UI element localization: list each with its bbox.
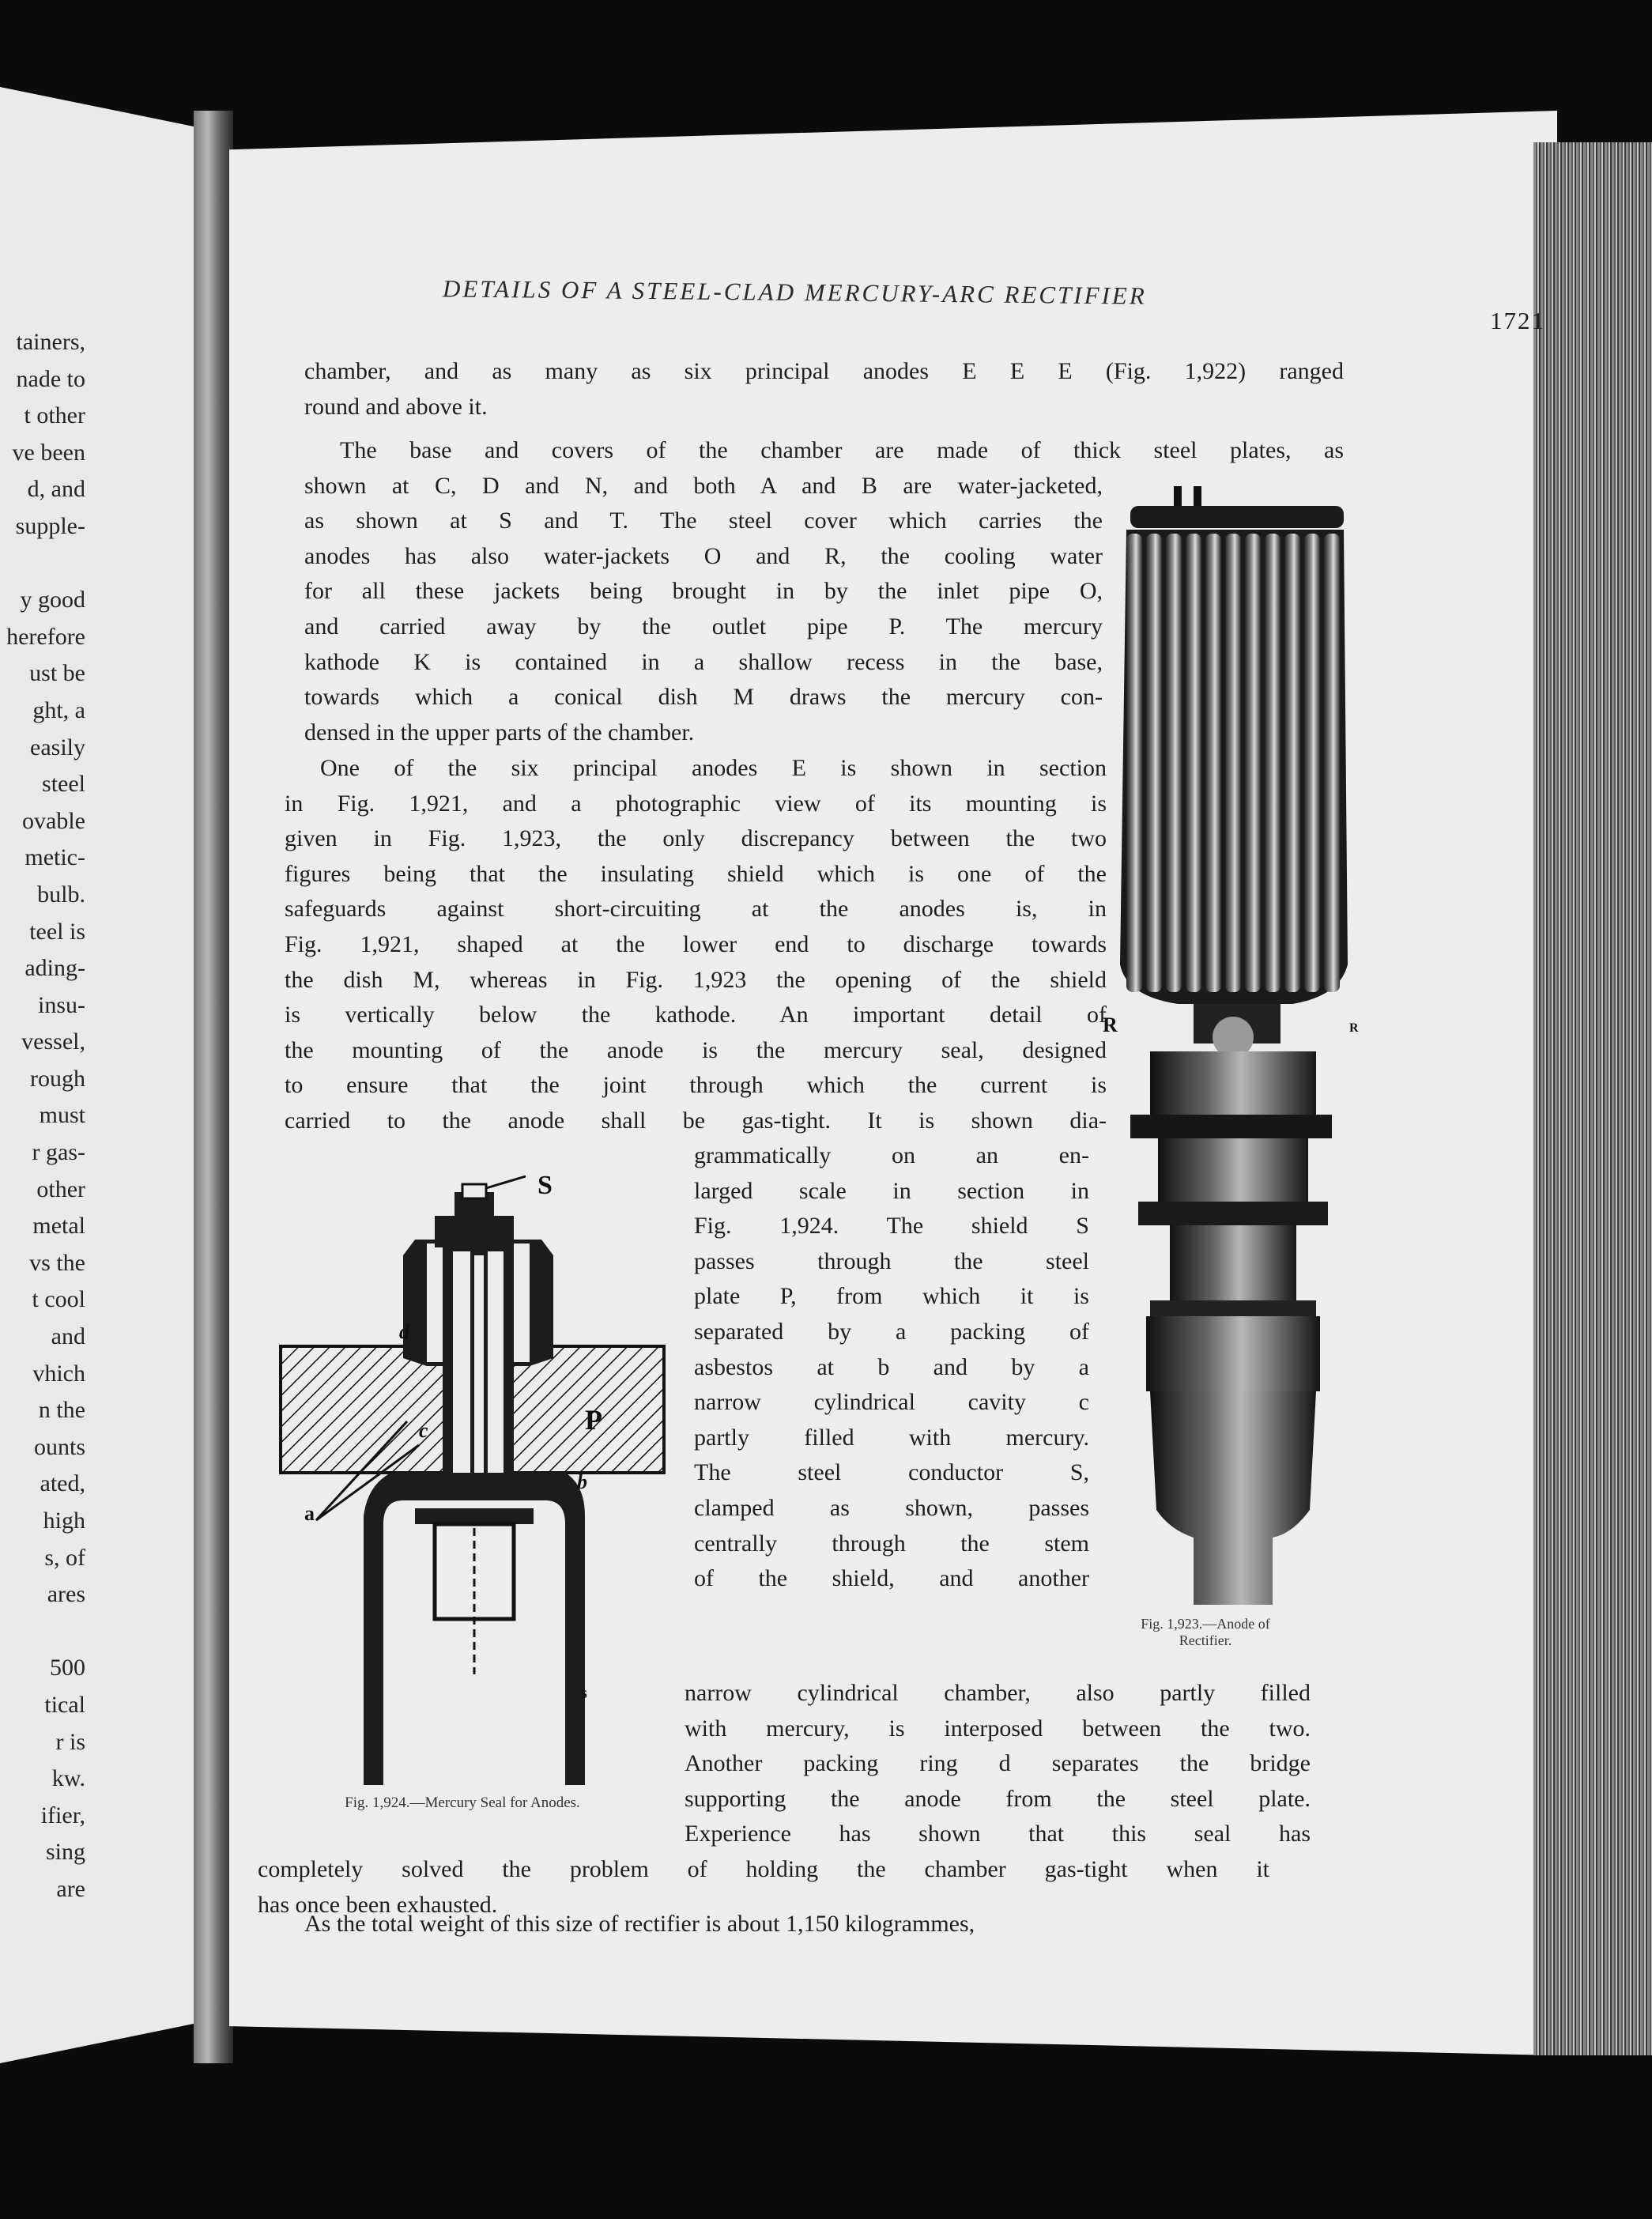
left-page-fragment: teel is — [29, 918, 85, 945]
left-page-fragment: metic- — [25, 844, 85, 871]
para3_full-line: Experience has shown that this seal has — [685, 1821, 1311, 1847]
fig-1924-caption: Fig. 1,924.—Mercury Seal for Anodes. — [345, 1794, 580, 1811]
para3_wrap-line: clamped as shown, passes — [694, 1494, 1089, 1521]
para3_full-line: Another packing ring d separates the bridge — [685, 1750, 1311, 1777]
radiator-fin — [1324, 534, 1340, 992]
radiator-fin — [1265, 534, 1280, 992]
para3_wrap-line: separated by a packing of — [694, 1318, 1089, 1345]
radiator-fin — [1186, 534, 1201, 992]
para2-line: and carried away by the outlet pipe P. The mercury — [304, 613, 1103, 640]
left-page-fragment: s, of — [44, 1544, 85, 1571]
left-page-fragment: nade to — [16, 365, 85, 392]
left-page-fragment: bulb. — [37, 881, 85, 908]
left-page-fragment: ounts — [33, 1433, 85, 1460]
para2-line: for all these jackets being brought in by the inlet pipe O, — [304, 578, 1103, 605]
anode-label-left: R — [1103, 1013, 1118, 1036]
paragraph-4 — [304, 1907, 1300, 1942]
left-page-fragment: 500 — [50, 1655, 85, 1681]
left-page-fragment: steel — [42, 771, 85, 798]
left-page-fragment: ated, — [40, 1470, 85, 1497]
para3_full-line: completely solved the problem of holding the chamber gas-tight when it — [258, 1855, 1269, 1882]
left-page-fragment: and — [51, 1323, 85, 1350]
radiator-fin — [1225, 534, 1241, 992]
left-page-fragment: n the — [38, 1397, 85, 1424]
para3_wrap-line: plate P, from which it is — [694, 1283, 1089, 1310]
radiator-fin — [1146, 534, 1162, 992]
left-page-fragment: ve been — [12, 439, 85, 466]
left-page-text-fragments — [0, 324, 85, 1908]
paragraph-3-wrap — [694, 1138, 1089, 1597]
left-page-fragment: kw. — [51, 1765, 85, 1792]
left-page-fragment: are — [56, 1875, 85, 1902]
fig-1923-caption-line2: Rectifier. — [1179, 1632, 1232, 1648]
para3_wrap-line: centrally through the stem — [694, 1530, 1089, 1557]
anode-photo-figure — [1103, 474, 1363, 1605]
para2-line: shown at C, D and N, and both A and B are water-jacketed, — [304, 472, 1103, 499]
seal-label-S: S — [537, 1171, 553, 1200]
para3_wrap-line: larged scale in section in — [694, 1177, 1089, 1204]
left-page-fragment: sing — [45, 1839, 85, 1866]
radiator-fin — [1205, 534, 1221, 992]
paragraph-3 — [285, 751, 1107, 1139]
page-number: 1721 — [1490, 307, 1545, 334]
para3-line: is vertically below the kathode. An important detail of — [285, 1002, 1107, 1028]
left-page-fragment: r is — [55, 1728, 85, 1755]
para3_wrap-line: The steel conductor S, — [694, 1459, 1089, 1486]
left-page-fragment: high — [43, 1508, 85, 1534]
para3-line: Fig. 1,921, shaped at the lower end to discharge towards — [285, 930, 1107, 957]
radiator-fin — [1304, 534, 1320, 992]
para3_full-line: with mercury, is interposed between the two. — [685, 1715, 1311, 1742]
para3-line: the dish M, whereas in Fig. 1,923 the opening of the shield — [285, 966, 1107, 993]
paragraph-1 — [304, 354, 1344, 425]
radiator-fin — [1126, 534, 1142, 992]
left-page-fragment: ares — [47, 1581, 85, 1608]
left-page-fragment: ovable — [22, 807, 85, 834]
fig-1923-caption-line1: Fig. 1,923.—Anode of — [1141, 1616, 1270, 1632]
left-page-fragment: rough — [30, 1065, 85, 1092]
para3_wrap-line: grammatically on an en- — [694, 1142, 1089, 1168]
seal-label-d: d — [399, 1320, 409, 1343]
left-page-fragment: other — [36, 1176, 85, 1202]
left-page-fragment: vhich — [32, 1360, 85, 1387]
para3_full-line: narrow cylindrical chamber, also partly filled — [685, 1680, 1311, 1706]
seal-label-c: c — [419, 1419, 428, 1442]
para3-line: carried to the anode shall be gas-tight. It is shown dia- — [285, 1107, 1107, 1134]
left-page-fragment: ght, a — [32, 696, 85, 723]
paragraph-4-line: As the total weight of this size of rectifier is about 1,150 kilogrammes, — [304, 1911, 975, 1937]
left-page-fragment: must — [39, 1102, 85, 1129]
para3_wrap-line: asbestos at b and by a — [694, 1353, 1089, 1380]
para3_full-line: supporting the anode from the steel plate. — [685, 1785, 1311, 1812]
para3-line: given in Fig. 1,923, the only discrepancy between the two — [285, 825, 1107, 852]
para3_wrap-line: Fig. 1,924. The shield S — [694, 1213, 1089, 1240]
running-head: DETAILS OF A STEEL-CLAD MERCURY-ARC RECTIFIER — [442, 274, 1147, 310]
left-page-fragment: herefore — [6, 623, 85, 650]
para3_wrap-line: of the shield, and another — [694, 1565, 1089, 1592]
left-page-fragment: t cool — [32, 1286, 85, 1313]
left-page-fragment: vs the — [29, 1249, 85, 1276]
para2-line: as shown at S and T. The steel cover which carries the — [304, 508, 1103, 534]
left-page-fragment: tainers, — [16, 329, 85, 355]
radiator-fin — [1166, 534, 1182, 992]
para2-line: densed in the upper parts of the chamber. — [304, 719, 695, 745]
seal-label-b: b — [577, 1470, 587, 1493]
para1-line: round and above it. — [304, 393, 488, 420]
left-page-fragment: r gas- — [32, 1139, 85, 1166]
radiator-fin — [1284, 534, 1300, 992]
left-page-fragment: d, and — [27, 476, 85, 503]
left-page-fragment: supple- — [15, 512, 85, 539]
para3-line: in Fig. 1,921, and a photographic view of its mounting is — [285, 790, 1107, 817]
para3-line: to ensure that the joint through which the current is — [285, 1072, 1107, 1099]
left-page-fragment: insu- — [38, 991, 85, 1018]
para2-line: towards which a conical dish M draws the mercury con- — [304, 684, 1103, 711]
left-page-fragment: t other — [24, 402, 85, 429]
para3-line: safeguards against short-circuiting at the anodes is, in — [285, 896, 1107, 923]
left-page-fragment — [0, 545, 85, 583]
para3_full-line: has once been exhausted. — [258, 1891, 498, 1918]
left-page-fragment: y good — [20, 587, 85, 613]
left-page-fragment: tical — [44, 1691, 85, 1718]
para3_wrap-line: passes through the steel — [694, 1247, 1089, 1274]
left-page-fragment — [0, 1613, 85, 1651]
fig-1923-caption — [1091, 1616, 1320, 1649]
left-page-fragment: vessel, — [21, 1028, 85, 1055]
seal-label-s: s — [581, 1685, 587, 1702]
para3-line: figures being that the insulating shield which is one of the — [285, 860, 1107, 887]
para1-line: chamber, and as many as six principal anodes E E E (Fig. 1,922) ranged — [304, 358, 1344, 384]
para2-line: anodes has also water-jackets O and R, the cooling water — [304, 542, 1103, 569]
left-page-fragment: ust be — [29, 660, 85, 687]
left-page-fragment: metal — [32, 1213, 85, 1240]
mercury-seal-diagram — [273, 1168, 672, 1789]
para2-line: kathode K is contained in a shallow recess in the base, — [304, 648, 1103, 675]
para2-line: The base and covers of the chamber are made of thick steel plates, as — [340, 437, 1344, 463]
seal-label-a: a — [304, 1502, 315, 1525]
left-page-fragment: easily — [30, 734, 85, 760]
para3-line: One of the six principal anodes E is shown in section — [320, 755, 1107, 781]
para3-line: the mounting of the anode is the mercury seal, designed — [285, 1036, 1107, 1063]
page-edges — [1533, 142, 1652, 2055]
anode-label-right: R — [1349, 1021, 1359, 1035]
book-gutter — [194, 111, 233, 2063]
left-page-fragment: ading- — [25, 955, 85, 982]
seal-label-P: P — [585, 1404, 602, 1436]
para3_wrap-line: narrow cylindrical cavity c — [694, 1389, 1089, 1416]
radiator-fin — [1245, 534, 1261, 992]
para3_wrap-line: partly filled with mercury. — [694, 1424, 1089, 1451]
left-page-fragment: ifier, — [40, 1802, 85, 1828]
